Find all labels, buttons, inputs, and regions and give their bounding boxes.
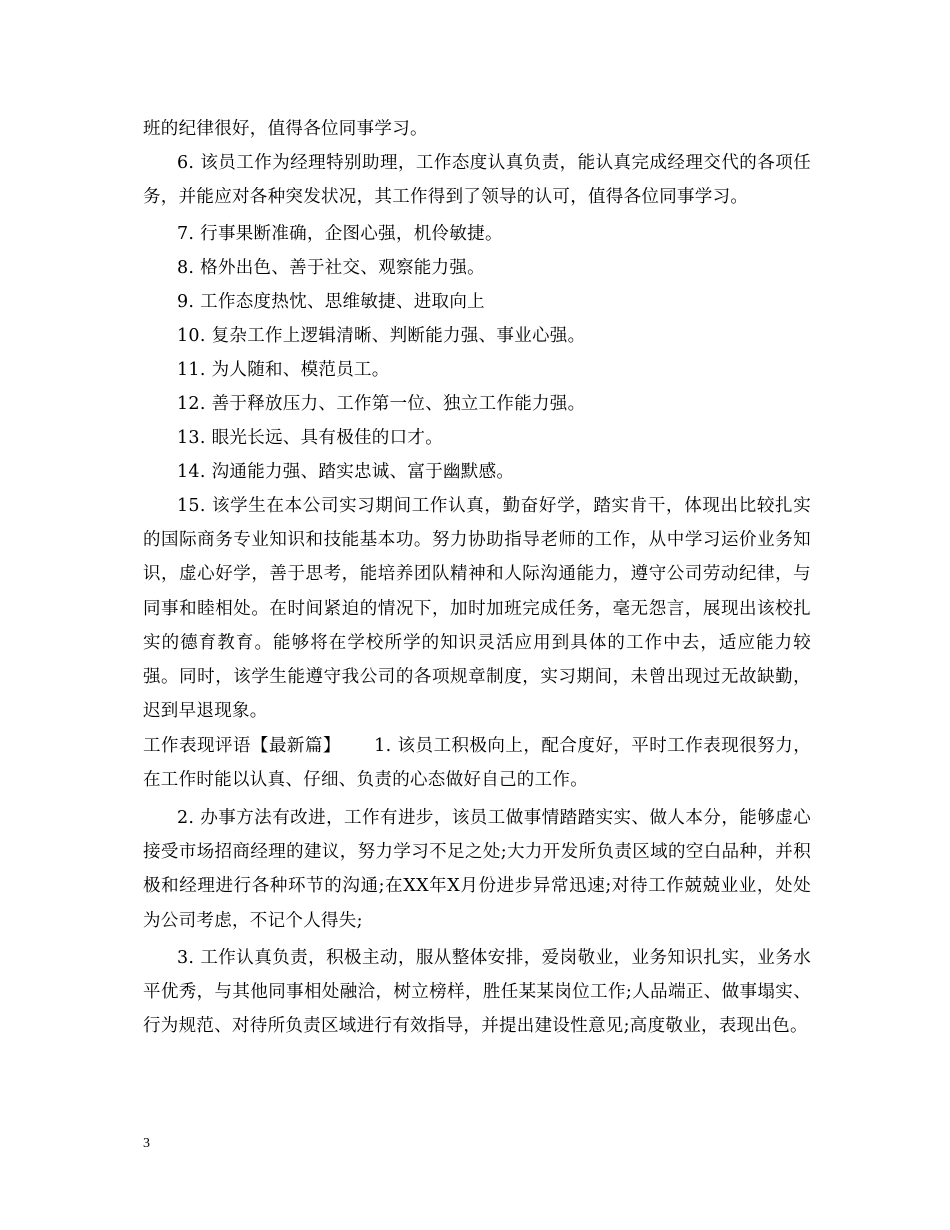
section-heading-paragraph: 工作表现评语【最新篇】 1. 该员工积极向上，配合度好，平时工作表现很努力，在工作时能以认真、仔细、负责的心态做好自己的工作。 xyxy=(143,736,811,791)
paragraph-item-11: 11. 为人随和、模范员工。 xyxy=(177,360,390,380)
paragraph-item-15: 15. 该学生在本公司实习期间工作认真，勤奋好学，踏实肯干，体现出比较扎实的国际商务专业知识和技能基本功。努力协助指导老师的工作，从中学习运价业务知识，虚心好学，善于思考，能培养团队精神和人际沟通能力，遵守公司劳动纪律，与同事和睦相处。在时间紧迫的情况下，加时加班完成任务，毫无怨言，展现出该校扎实的德育教育。能够将在学校所学的知识灵活应用到具体的工作中去，适应能力较强。同时，该学生能遵守我公司的各项规章制度，实习期间，未曾出现过无故缺勤，迟到早退现象。 xyxy=(143,496,811,722)
paragraph-item-10: 10. 复杂工作上逻辑清晰、判断能力强、事业心强。 xyxy=(177,326,586,346)
paragraph-item-13: 13. 眼光长远、具有极佳的口才。 xyxy=(177,428,443,448)
paragraph-item-9: 9. 工作态度热忱、思维敏捷、进取向上 xyxy=(177,292,485,312)
paragraph-item-6: 6. 该员工作为经理特别助理，工作态度认真负责，能认真完成经理交代的各项任务，并能应对各种突发状况，其工作得到了领导的认可，值得各位同事学习。 xyxy=(143,153,811,208)
paragraph-item-14: 14. 沟通能力强、踏实忠诚、富于幽默感。 xyxy=(177,462,515,482)
paragraph-item-8: 8. 格外出色、善于社交、观察能力强。 xyxy=(177,258,485,278)
paragraph-item-12: 12. 善于释放压力、工作第一位、独立工作能力强。 xyxy=(177,394,586,414)
paragraph-item-7: 7. 行事果断准确，企图心强，机伶敏捷。 xyxy=(177,224,503,244)
paragraph-item-3: 3. 工作认真负责，积极主动，服从整体安排，爱岗敬业，业务知识扎实，业务水平优秀，与其他同事相处融洽，树立榜样，胜任某某岗位工作;人品端正、做事塌实、行为规范、对待所负责区域进行有效指导，并提出建设性意见;高度敬业，表现出色。 xyxy=(143,948,811,1037)
paragraph-item-2: 2. 办事方法有改进，工作有进步，该员工做事情踏踏实实、做人本分，能够虚心接受市场招商经理的建议，努力学习不足之处;大力开发所负责区域的空白品种，并积极和经理进行各种环节的沟通;在XX年X月份进步异常迅速;对待工作兢兢业业，处处为公司考虑，不记个人得失; xyxy=(143,808,811,931)
page-number: 3 xyxy=(143,1136,150,1151)
paragraph-continuation: 班的纪律很好，值得各位同事学习。 xyxy=(143,119,428,139)
